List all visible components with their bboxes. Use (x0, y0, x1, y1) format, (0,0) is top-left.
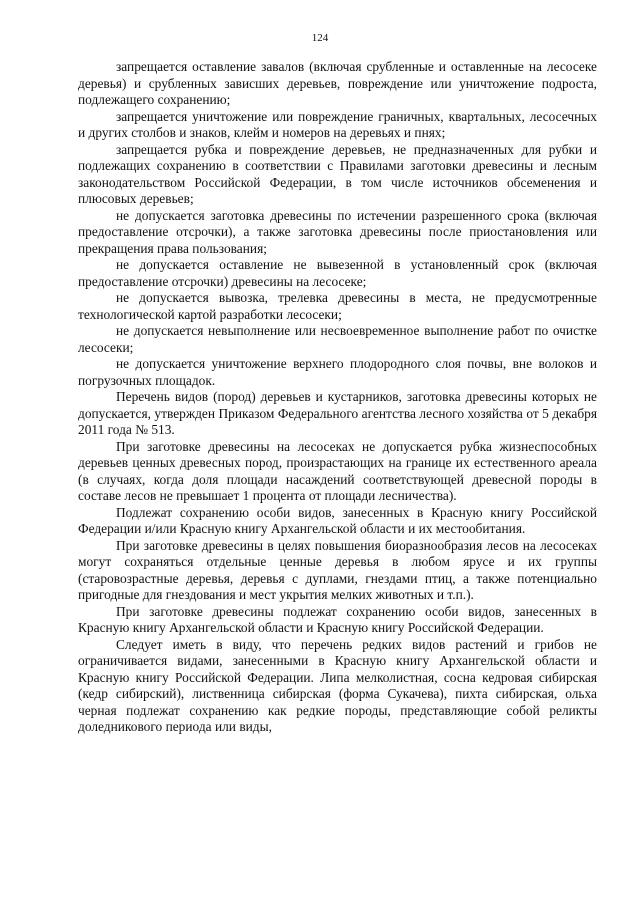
paragraph: Перечень видов (пород) деревьев и кустарников, заготовка древесины которых не допускается, утвержден Приказом Федерального агентства лесного хозяйства от 5 декабря 2011 года № 513. (78, 389, 597, 437)
paragraph: При заготовке древесины на лесосеках не допускается рубка жизнеспособных деревьев ценных древесных пород, произрастающих на границе их естественного ареала (в случаях, когда доля площади насаждений соответствующей древесной породы в составе лесов не превышает 1 процента от площади лесничества). (78, 438, 597, 503)
paragraph: При заготовке древесины в целях повышения биоразнообразия лесов на лесосеках могут сохраняться отдельные ценные деревья в любом ярусе и их группы (старовозрастные деревья, деревья с дуплами, гнездами птиц, а также потенциально пригодные для гнездования и мест укрытия мелких животных и т.п.). (78, 537, 597, 602)
paragraph: не допускается невыполнение или несвоевременное выполнение работ по очистке лесосеки; (78, 323, 597, 355)
page-number: 124 (311, 32, 329, 44)
paragraph: запрещается уничтожение или повреждение граничных, квартальных, лесосечных и других столбов и знаков, клейм и номеров на деревьях и пнях; (78, 108, 597, 140)
paragraph: Следует иметь в виду, что перечень редких видов растений и грибов не ограничивается видами, занесенными в Красную книгу Архангельской области и Красную книгу Российской Федерации. Липа мелколистная, сосна кедровая сибирская (кедр сибирский), лиственница сибирская (форма Сукачева), пихта сибирская, ольха черная подлежат сохранению как редкие породы, представляющие собой реликты доледникового периода или виды, (78, 636, 597, 734)
paragraph: не допускается заготовка древесины по истечении разрешенного срока (включая предоставление отсрочки), а также заготовка древесины после приостановления или прекращения права пользования; (78, 207, 597, 256)
paragraph: запрещается оставление завалов (включая срубленные и оставленные на лесосеке деревья) и срубленных зависших деревьев, повреждение или уничтожение подроста, подлежащего сохранению; (78, 59, 597, 107)
paragraph: не допускается оставление не вывезенной в установленный срок (включая предоставление отсрочки) древесины на лесосеке; (78, 257, 597, 289)
paragraph: запрещается рубка и повреждение деревьев, не предназначенных для рубки и подлежащих сохранению в соответствии с Правилами заготовки древесины и лесным законодательством Российской Федерации, в том числе источников обсеменения и плюсовых деревьев; (78, 141, 597, 206)
paragraph: не допускается уничтожение верхнего плодородного слоя почвы, вне волоков и погрузочных площадок. (78, 356, 597, 388)
paragraph: При заготовке древесины подлежат сохранению особи видов, занесенных в Красную книгу Архангельской области и Красную книгу Российской Федерации. (78, 603, 597, 635)
body-text (78, 59, 597, 736)
paragraph: не допускается вывозка, трелевка древесины в места, не предусмотренные технологической картой разработки лесосеки; (78, 290, 597, 322)
paragraph: Подлежат сохранению особи видов, занесенных в Красную книгу Российской Федерации и/или Красную книгу Архангельской области и их местообитания. (78, 504, 597, 536)
